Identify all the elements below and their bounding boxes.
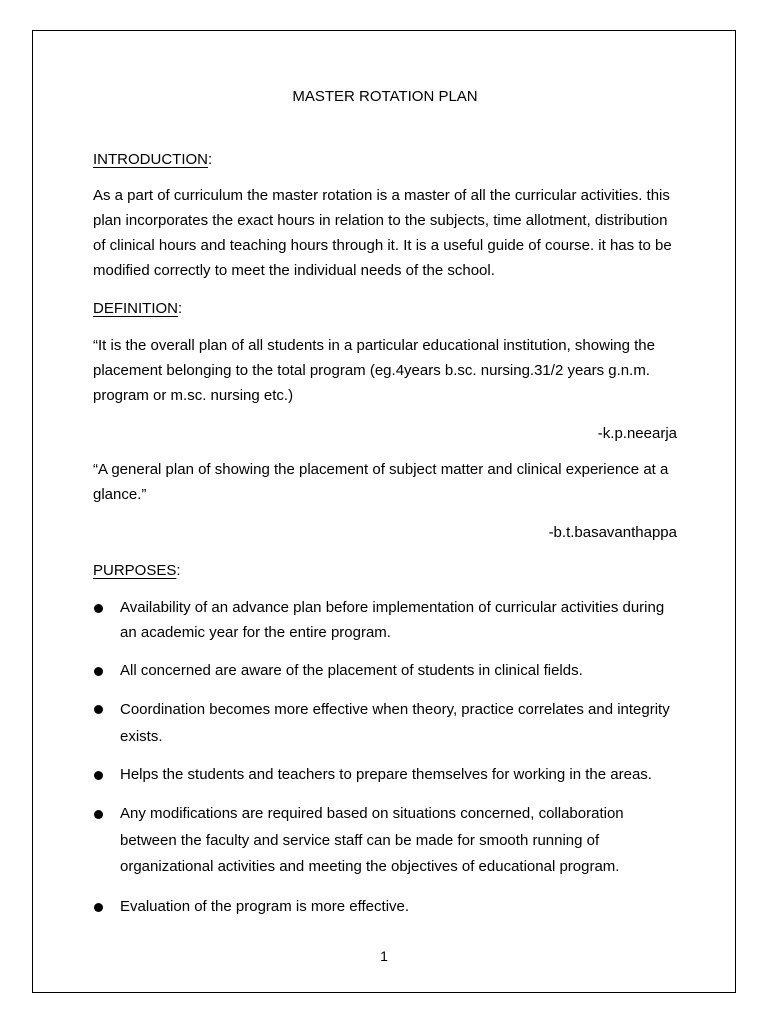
bullet-icon (94, 771, 103, 780)
definition-quote-2-author: -b.t.basavanthappa (548, 524, 677, 541)
purpose-item (93, 894, 677, 919)
purpose-item (93, 762, 677, 787)
purpose-item (93, 595, 677, 645)
introduction-heading-colon: : (208, 151, 213, 168)
definition-quote-1-author: -k.p.neearja (597, 425, 677, 442)
purpose-item-text: Helps the students and teachers to prepare themselves for working in the areas. (120, 766, 652, 783)
bullet-icon (94, 705, 103, 714)
introduction-heading-text: INTRODUCTION (93, 151, 208, 168)
purpose-item (93, 696, 677, 750)
bullet-icon (94, 810, 103, 819)
purposes-heading-text: PURPOSES (93, 562, 177, 579)
definition-quote-2: “A general plan of showing the placement of subject matter and clinical experience at a glance.” (93, 461, 669, 503)
purposes-heading-colon: : (176, 562, 181, 579)
document-title: MASTER ROTATION PLAN (292, 88, 478, 105)
purpose-item-text: Any modifications are required based on situations concerned, collaboration between the faculty and service staff can be made for smooth running of organizational activities and meeting the objectives of educational program. (120, 805, 624, 875)
bullet-icon (94, 903, 103, 912)
definition-heading (93, 299, 677, 319)
definition-heading-text: DEFINITION (93, 300, 178, 317)
purpose-item (93, 658, 677, 683)
purpose-item-text: Availability of an advance plan before implementation of curricular activities during an academic year for the entire program. (120, 599, 665, 641)
definition-quote-1: “It is the overall plan of all students in a particular educational institution, showing the placement belonging to the total program (eg.4years b.sc. nursing.31/2 years g.n.m. program or m.sc. nursing etc.) (93, 337, 655, 404)
purposes-heading (93, 561, 677, 581)
bullet-icon (94, 604, 103, 613)
page-number: 1 (380, 948, 388, 964)
definition-heading-colon: : (178, 300, 183, 317)
introduction-heading (93, 150, 677, 170)
purpose-item-text: Evaluation of the program is more effective. (120, 898, 410, 915)
purpose-item (93, 801, 677, 881)
purpose-item-text: Coordination becomes more effective when theory, practice correlates and integrity exists. (120, 701, 670, 745)
bullet-icon (94, 667, 103, 676)
purpose-item-text: All concerned are aware of the placement of students in clinical fields. (120, 662, 583, 679)
introduction-paragraph: As a part of curriculum the master rotation is a master of all the curricular activities. this plan incorporates the exact hours in relation to the subjects, time allotment, distribution of clinical hours and teaching hours through it. It is a useful guide of course. it has to be modified correctly to meet the individual needs of the school. (93, 187, 672, 279)
